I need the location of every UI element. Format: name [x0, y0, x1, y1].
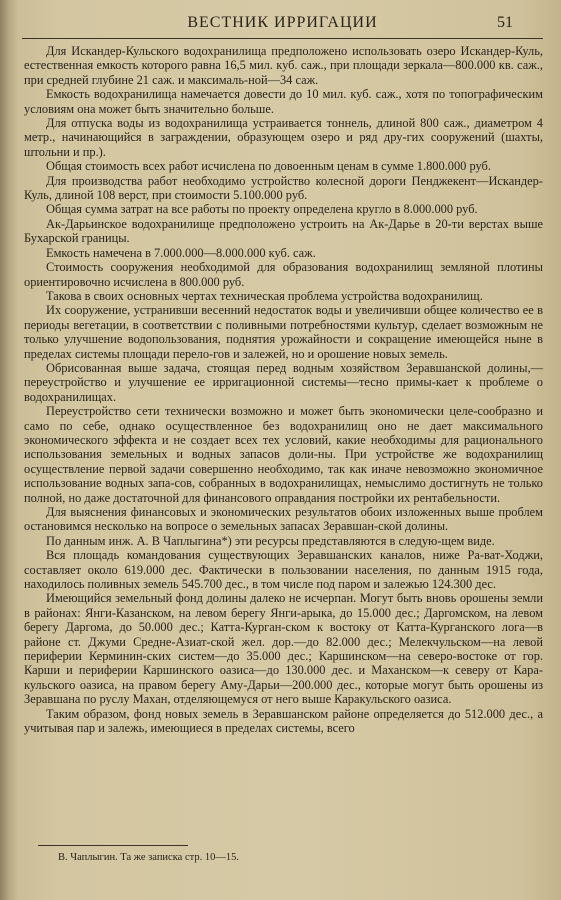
page-header — [22, 10, 543, 39]
paragraph: Обрисованная выше задача, стоящая перед водным хозяйством Зеравшанской долины,—переустройство и улучшение ее ирригационной системы—тесно примы-кает к проблеме о водохранилищах. — [24, 360, 543, 404]
footnote: В. Чаплыгин. Та же записка стр. 10—15. — [58, 852, 239, 863]
running-title: ВЕСТНИК ИРРИГАЦИИ — [187, 14, 378, 31]
paragraph: По данным инж. А. В Чаплыгина*) эти ресурсы представляются в следую-щем виде. — [46, 533, 495, 548]
page-number: 51 — [497, 14, 513, 31]
paragraph: Такова в своих основных чертах техническая проблема устройства водохранилищ. — [46, 288, 483, 303]
paragraph: Таким образом, фонд новых земель в Зеравшанском районе определяется до 512.000 дес., а учитывая пар и залежь, имеющиеся в пределах системы, всего — [24, 706, 543, 736]
body-text — [24, 44, 543, 736]
paragraph: Для Искандер-Кульского водохранилища предположено использовать озеро Искандер-Куль, естественная емкость которого равна 16,5 мил. куб. саж., при площади зеркала—800.000 кв. саж., при средней глубине 21 саж. и максималь-ной—34 саж. — [24, 44, 543, 87]
footnote-divider — [38, 845, 188, 846]
paragraph: Вся площадь командования существующих Зеравшанских каналов, ниже Ра-ват-Ходжи, составляет около 619.000 дес. Фактически в пользовании населения, по данным 1915 года, находилось поливных земель 545.700 дес., в том числе под паром и залежью 124.300 дес. — [24, 548, 543, 592]
paragraph: Емкость намечена в 7.000.000—8.000.000 куб. саж. — [46, 245, 316, 260]
paragraph: Для выяснения финансовых и экономических результатов обоих изложенных выше проблем остановимся несколько на вопросе о земельных запасах Зеравшан-ской долины. — [24, 505, 543, 534]
paragraph: Емкость водохранилища намечается довести до 10 мил. куб. саж., хотя по топографическим условиям она может быть значительно больше. — [24, 87, 543, 116]
paragraph: Переустройство сети технически возможно и может быть экономически целе-сообразно и само по себе, однако осуществленное без водохранилищ оно не дает максимального экономического эффекта и не создает всех тех условий, какие необходимы для рационального использования земельных и водных запасов доли-ны. При устройстве же водохранилищ осуществление первой задачи совершенно необходимо, так как иначе невозможно экономичное использование водных запа-сов, собранных в водохранилищах, немыслимо достигнуть не только полной, но даже достаточной для финансового оправдания постройки их рентабельности. — [24, 404, 543, 505]
paragraph: Стоимость сооружения необходимой для образования водохранилищ земляной плотины ориентировочно исчислена в 800.000 руб. — [24, 260, 543, 289]
paragraph: Общая сумма затрат на все работы по проекту определена кругло в 8.000.000 руб. — [46, 202, 478, 217]
paragraph: Имеющийся земельный фонд долины далеко не исчерпан. Могут быть вновь орошены земли в районах: Янги-Казанском, на левом берегу Янги-арыка, до 15.000 дес.; Даргомском, на левом берегу Даргома, до 50.000 дес.; Катта-Курган-ском к востоку от Катта-Курганского лога—в районе ст. Джуми Средне-Азиат-ской жел. дор.—до 82.000 дес.; Мелекчульском—на левой периферии Керминин-ских систем—до 35.000 дес.; Каршинском—на северо-востоке от гор. Карши и периферии Каршинского оазиса—до 130.000 дес. и Маханском—к северу от Кара-кульского оазиса, на правом берегу Аму-Дарьи—200.000 дес., которые могут быть орошены из Зеравшана по руслу Махан, отделяющемуся от него выше Каракульского оазиса. — [24, 591, 543, 707]
paragraph: Для отпуска воды из водохранилища устраивается тоннель, длиной 800 саж., диаметром 4 метр., начинающийся в заграждении, образующем озеро и ряд дру-гих сооружений (шахты, штольни и пр.). — [24, 116, 543, 159]
paragraph: Общая стоимость всех работ исчислена по довоенным ценам в сумме 1.800.000 руб. — [46, 159, 491, 174]
paragraph: Ак-Дарьинское водохранилище предположено устроить на Ак-Дарье в 20-ти верстах выше Бухарской границы. — [24, 216, 543, 246]
paragraph: Их сооружение, устранивши весенний недостаток воды и увеличивши общее количество ее в периоды вегетации, в соответствии с поливными потребностями культур, сделает возможным не только улучшение водопользования, поднятия урожайности и сокращение имеющейся ныне в пределах системы площади перело-гов и залежей, но и орошение новых земель. — [24, 303, 543, 361]
paragraph: Для производства работ необходимо устройство колесной дороги Пенджекент—Искандер-Куль, длиной 108 верст, при стоимости 5.100.000 руб. — [24, 173, 543, 203]
